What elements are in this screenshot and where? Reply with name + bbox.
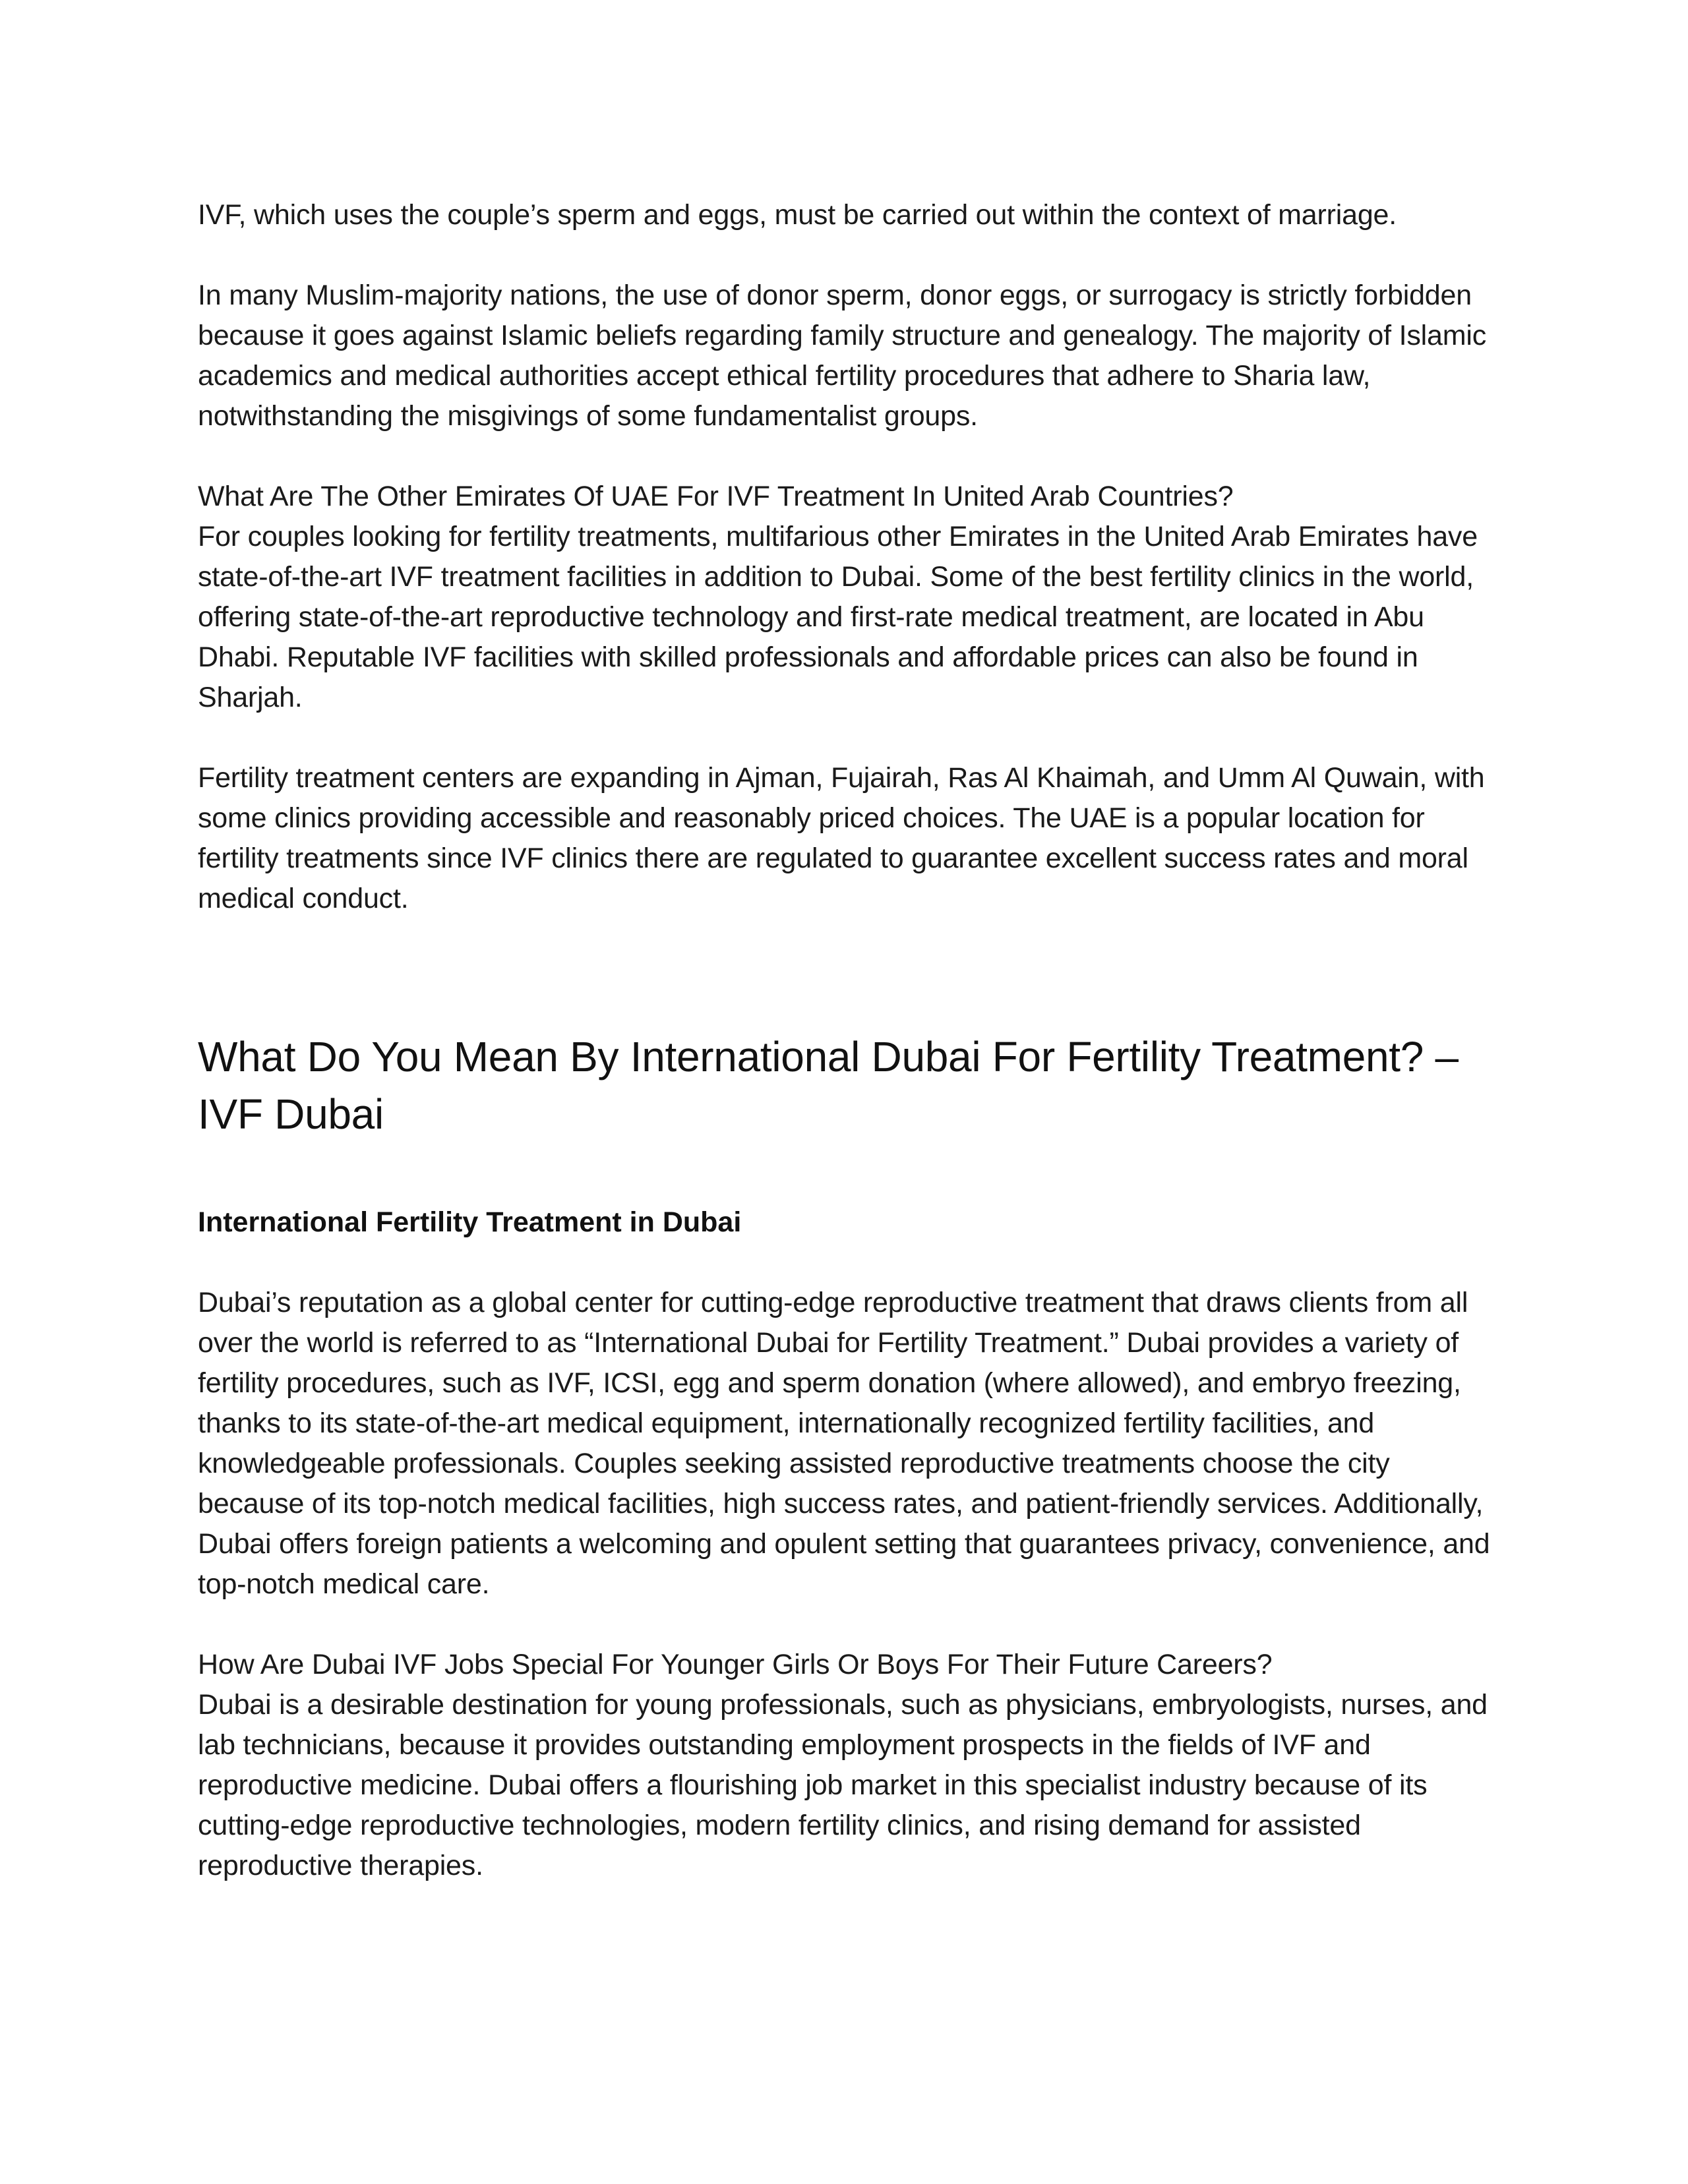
question-other-emirates: What Are The Other Emirates Of UAE For IVF Treatment In United Arab Countries? bbox=[198, 481, 1234, 512]
section-ivf-jobs bbox=[198, 1645, 1490, 1886]
document-page bbox=[198, 195, 1490, 1886]
section-other-emirates bbox=[198, 477, 1490, 718]
paragraph-other-emirates: For couples looking for fertility treatments, multifarious other Emirates in the United Arab Emirates have state-of-the-art IVF treatment facilities in addition to Dubai. Some of the best fertility clinics in the world, offering state-of-the-art reproductive technology and first-rate medical treatment, are located in Abu Dhabi. Reputable IVF facilities with skilled professionals and affordable prices can also be found in Sharjah. bbox=[198, 521, 1478, 713]
paragraph-international-dubai: Dubai’s reputation as a global center for cutting-edge reproductive treatment that draws clients from all over the world is referred to as “International Dubai for Fertility Treatment.” Dubai provides a variety of fertility procedures, such as IVF, ICSI, egg and sperm donation (where allowed), and embryo freezing, thanks to its state-of-the-art medical equipment, internationally recognized fertility facilities, and knowledgeable professionals. Couples seeking assisted reproductive treatments choose the city because of its top-notch medical facilities, high success rates, and patient-friendly services. Additionally, Dubai offers foreign patients a welcoming and opulent setting that guarantees privacy, convenience, and top-notch medical care. bbox=[198, 1287, 1490, 1600]
paragraph-marriage-context: IVF, which uses the couple’s sperm and eggs, must be carried out within the context of marriage. bbox=[198, 199, 1397, 231]
paragraph-expanding-centers: Fertility treatment centers are expanding in Ajman, Fujairah, Ras Al Khaimah, and Umm Al Quwain, with some clinics providing accessible and reasonably priced choices. The UAE is a popular location for fertility treatments since IVF clinics there are regulated to guarantee excellent success rates and moral medical conduct. bbox=[198, 762, 1485, 914]
section-subheading: International Fertility Treatment in Dubai bbox=[198, 1206, 742, 1238]
paragraph-ivf-jobs: Dubai is a desirable destination for young professionals, such as physicians, embryologists, nurses, and lab technicians, because it provides outstanding employment prospects in the fields of IVF and reproductive medicine. Dubai offers a flourishing job market in this specialist industry because of its cutting-edge reproductive technologies, modern fertility clinics, and rising demand for assisted reproductive therapies. bbox=[198, 1689, 1488, 1881]
question-ivf-jobs: How Are Dubai IVF Jobs Special For Younger Girls Or Boys For Their Future Careers? bbox=[198, 1649, 1273, 1680]
paragraph-donor-restrictions: In many Muslim-majority nations, the use of donor sperm, donor eggs, or surrogacy is strictly forbidden because it goes against Islamic beliefs regarding family structure and genealogy. The majority of Islamic academics and medical authorities accept ethical fertility procedures that adhere to Sharia law, notwithstanding the misgivings of some fundamentalist groups. bbox=[198, 280, 1486, 432]
section-heading: What Do You Mean By International Dubai For Fertility Treatment? – IVF Dubai bbox=[198, 1033, 1459, 1138]
